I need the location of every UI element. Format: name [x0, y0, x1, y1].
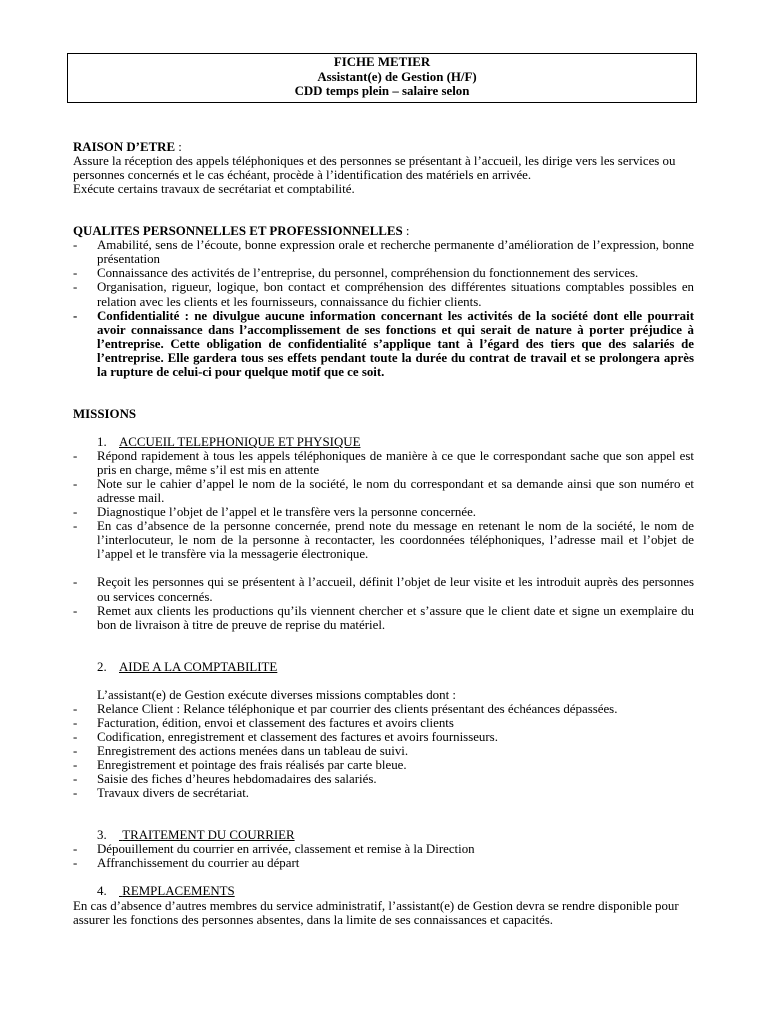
qualites-list — [73, 238, 694, 378]
heading-colon: : — [402, 224, 410, 239]
blank-line — [73, 632, 694, 660]
subsection-title: TRAITEMENT DU COURRIER — [122, 828, 295, 843]
heading-colon: : — [175, 140, 182, 154]
list-item: - Travaux divers de secrétariat. — [73, 786, 694, 800]
document-body — [73, 140, 694, 927]
qualites-section — [73, 224, 694, 379]
list-item: - En cas d’absence de la personne concernée, prend note du message en retenant le nom de la société, le nom de l’interlocuteur, le nom de la personne à recontacter, les coordonnées téléphoniques, l’adresse mail et l’objet de l’appel et le transfère via la messagerie électronique. — [73, 519, 694, 561]
blank-line — [73, 870, 694, 884]
list-item: - Amabilité, sens de l’écoute, bonne expression orale et recherche permanente d’amélioration de l’expression, bonne présentation — [73, 238, 694, 266]
list-item: - Note sur le cahier d’appel le nom de la société, le nom du correspondant et sa demande ainsi que son numéro et adresse mail. — [73, 477, 694, 505]
list-item: - Reçoit les personnes qui se présentent à l’accueil, définit l’objet de leur visite et les introduit auprès des personnes ou services concernés. — [73, 575, 694, 603]
paragraph: Assure la réception des appels téléphoniques et des personnes se présentant à l’accueil, les dirige vers les services ou personnes concernés et le cas échéant, procède à l’identification des matériels en arrivée. — [73, 154, 676, 183]
courrier-list — [73, 842, 694, 870]
blank-line — [73, 674, 694, 688]
subsection-title: AIDE A LA COMPTABILITE — [119, 659, 278, 674]
raison-detre-heading: RAISON D’ETRE — [73, 140, 176, 154]
mission-remplacements — [73, 884, 694, 926]
title-box — [67, 53, 697, 103]
job-title: Assistant(e) de Gestion (H/F) — [317, 69, 477, 84]
list-item: - Dépouillement du courrier en arrivée, classement et remise à la Direction — [73, 842, 694, 856]
list-item: - Saisie des fiches d’heures hebdomadaires des salariés. — [73, 772, 694, 786]
subsection-title: REMPLACEMENTS — [122, 884, 235, 899]
mission-comptabilite — [73, 660, 694, 800]
list-item: - Enregistrement et pointage des frais réalisés par carte bleue. — [73, 758, 694, 772]
list-item: - Enregistrement des actions menées dans un tableau de suivi. — [73, 744, 694, 758]
remplacements-text: En cas d’absence d’autres membres du service administratif, l’assistant(e) de Gestion devra se rendre disponible pour assurer les fonctions des personnes absentes, dans la limite de ses connaissances et capacités. — [73, 898, 679, 927]
blank-line — [73, 800, 694, 828]
list-item: - Répond rapidement à tous les appels téléphoniques de manière à ce que le correspondant sache que son appel est pris en charge, même s’il est mis en attente — [73, 449, 694, 477]
paragraph: Exécute certains travaux de secrétariat et comptabilité. — [73, 182, 355, 197]
qualites-heading: QUALITES PERSONNELLES ET PROFESSIONNELLES — [73, 224, 403, 239]
list-item: - Facturation, édition, envoi et classement des factures et avoirs clients — [73, 716, 694, 730]
list-item: - Affranchissement du courrier au départ — [73, 856, 694, 870]
subsection-heading — [73, 660, 694, 674]
blank-line — [73, 421, 694, 435]
comptabilite-list — [73, 702, 694, 800]
contract-line: CDD temps plein – salaire selon — [294, 84, 470, 99]
section-heading — [73, 224, 694, 238]
subsection-number: 2. — [97, 659, 107, 674]
mission-courrier — [73, 828, 694, 870]
list-item: - Organisation, rigueur, logique, bon contact et compréhension des différentes situations comptables possibles en relation avec les clients et les fournisseurs, connaissance du fichier clients. — [73, 280, 694, 308]
accueil-list — [73, 449, 694, 561]
comptabilite-intro: L’assistant(e) de Gestion exécute diverses missions comptables dont : — [97, 687, 456, 702]
list-item: - Remet aux clients les productions qu’ils viennent chercher et s’assure que le client date et signe un exemplaire du bon de livraison à titre de preuve de reprise du matériel. — [73, 604, 694, 632]
accueil-list-continued — [73, 575, 694, 631]
document-title: FICHE METIER — [333, 55, 431, 69]
blank-line — [73, 379, 694, 407]
blank-line — [73, 196, 694, 224]
subsection-heading — [73, 884, 694, 898]
subsection-number: 4. — [97, 884, 107, 899]
blank-line — [73, 561, 694, 575]
subsection-heading — [73, 435, 694, 449]
subsection-number: 3. — [97, 828, 107, 843]
subsection-heading — [73, 828, 694, 842]
list-item: - Diagnostique l’objet de l’appel et le transfère vers la personne concernée. — [73, 505, 694, 519]
mission-accueil — [73, 435, 694, 632]
subsection-number: 1. — [97, 434, 107, 449]
missions-heading: MISSIONS — [73, 406, 137, 421]
list-item: - Connaissance des activités de l’entreprise, du personnel, compréhension du fonctionnement des services. — [73, 266, 694, 280]
subsection-title: ACCUEIL TELEPHONIQUE ET PHYSIQUE — [119, 434, 361, 449]
section-heading — [73, 140, 694, 154]
confidentiality-item: - Confidentialité : ne divulgue aucune information concernant les activités de la société dont elle pourrait avoir connaissance dans l’accomplissement de ses fonctions et qui serait de nature à porter préjudice à l’entreprise. Cette obligation de confidentialité s’applique tant à l’égard des tiers que des salariés de l’entreprise. Elle gardera tous ses effets pendant toute la durée du contrat de travail et se prolongera après la rupture de celui-ci pour quelque motif que ce soit. — [73, 309, 694, 379]
raison-detre-section — [73, 140, 694, 196]
list-item: - Relance Client : Relance téléphonique et par courrier des clients présentant des échéances dépassées. — [73, 702, 694, 716]
list-item: - Codification, enregistrement et classement des factures et avoirs fournisseurs. — [73, 730, 694, 744]
